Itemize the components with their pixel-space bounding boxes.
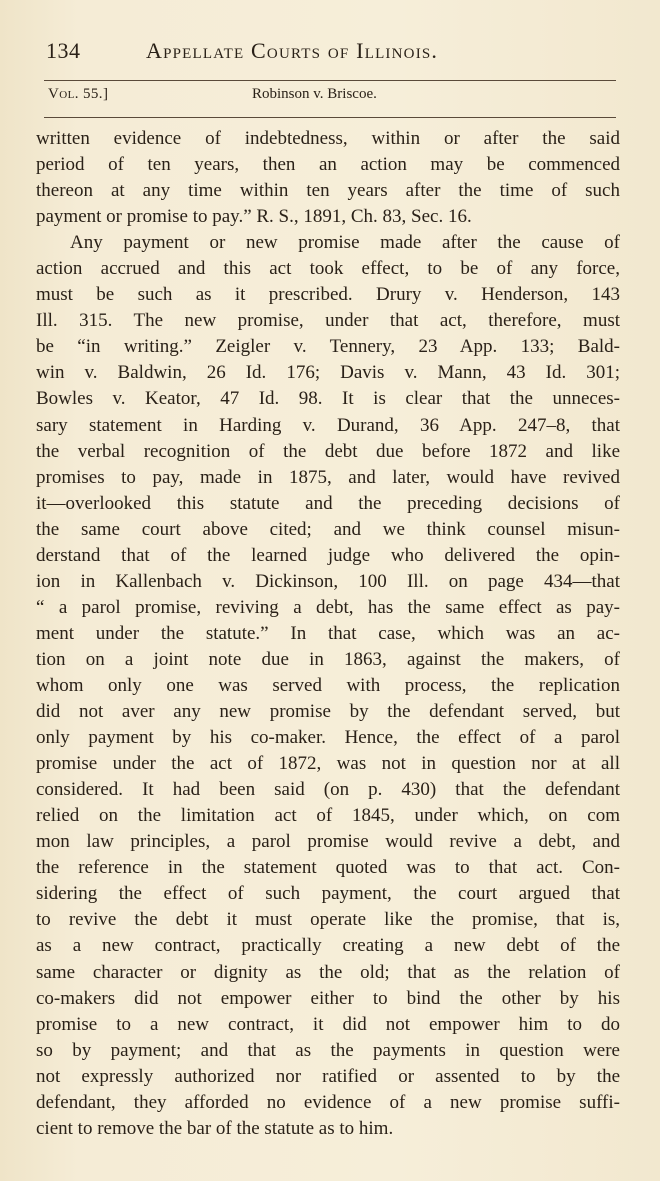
text-line: same character or dignity as the old; that as the relation of (36, 961, 620, 983)
text-line: must be such as it prescribed. Drury v. Henderson, 143 (36, 284, 620, 306)
text-line: tion on a joint note due in 1863, against the makers, of (36, 648, 620, 670)
text-line: Bowles v. Keator, 47 Id. 98. It is clear that the unneces- (36, 388, 620, 410)
text-line: be “in writing.” Zeigler v. Tennery, 23 App. 133; Bald- (36, 336, 620, 358)
text-line: considered. It had been said (on p. 430) that the defendant (36, 779, 620, 801)
text-line: not expressly authorized nor ratified or assented to by the (36, 1065, 620, 1087)
text-line: did not aver any new promise by the defendant served, but (36, 701, 620, 723)
text-line: the verbal recognition of the debt due before 1872 and like (36, 440, 620, 462)
text-line: mon law principles, a parol promise would revive a debt, and (36, 831, 620, 853)
text-line: promise under the act of 1872, was not in question nor at all (36, 753, 620, 775)
text-line: promise to a new contract, it did not empower him to do (36, 1013, 620, 1035)
text-line: it—overlooked this statute and the preceding decisions of (36, 492, 620, 514)
text-line: only payment by his co-maker. Hence, the effect of a parol (36, 727, 620, 749)
text-line: written evidence of indebtedness, within or after the said (36, 128, 620, 149)
text-line: to revive the debt it must operate like the promise, that is, (36, 909, 620, 931)
text-line: thereon at any time within ten years after the time of such (36, 180, 620, 202)
body-text (36, 126, 620, 1142)
text-line: “ a parol promise, reviving a debt, has the same effect as pay- (36, 596, 620, 618)
text-line: cient to remove the bar of the statute as to him. (36, 1117, 394, 1139)
text-line: sary statement in Harding v. Durand, 36 App. 247–8, that (36, 414, 620, 436)
text-line: payment or promise to pay.” R. S., 1891, Ch. 83, Sec. 16. (36, 206, 472, 228)
running-title: Appellate Courts of Illinois. (146, 38, 439, 63)
text-line: period of ten years, then an action may be commenced (36, 154, 620, 176)
text-line: Any payment or new promise made after the cause of (70, 232, 620, 254)
page-number: 134 (46, 38, 81, 63)
text-line: so by payment; and that as the payments in question were (36, 1039, 620, 1061)
text-line: the same court above cited; and we think counsel misun- (36, 518, 620, 540)
text-line: sidering the effect of such payment, the court argued that (36, 883, 620, 905)
text-line: promises to pay, made in 1875, and later, would have revived (36, 466, 620, 488)
text-line: action accrued and this act took effect, to be of any force, (36, 258, 620, 280)
text-line: ion in Kallenbach v. Dickinson, 100 Ill. on page 434—that (36, 570, 620, 592)
text-line: defendant, they afforded no evidence of a new promise suffi- (36, 1091, 620, 1113)
running-head (46, 38, 622, 72)
header-rule-top (44, 80, 616, 81)
text-line: co-makers did not empower either to bind the other by his (36, 987, 620, 1009)
header-rule-bottom (44, 117, 616, 118)
subhead (46, 86, 622, 112)
case-name: Robinson v. Briscoe. (252, 86, 377, 102)
text-line: the reference in the statement quoted was to that act. Con- (36, 857, 620, 879)
text-line: ment under the statute.” In that case, which was an ac- (36, 622, 620, 644)
text-line: whom only one was served with process, the replication (36, 674, 620, 696)
text-line: Ill. 315. The new promise, under that act, therefore, must (36, 310, 620, 332)
text-line: as a new contract, practically creating a new debt of the (36, 935, 620, 957)
text-line: relied on the limitation act of 1845, under which, on com (36, 805, 620, 827)
volume-label: Vol. 55.] (48, 86, 109, 102)
text-line: derstand that of the learned judge who delivered the opin- (36, 544, 620, 566)
text-line: win v. Baldwin, 26 Id. 176; Davis v. Mann, 43 Id. 301; (36, 362, 620, 384)
